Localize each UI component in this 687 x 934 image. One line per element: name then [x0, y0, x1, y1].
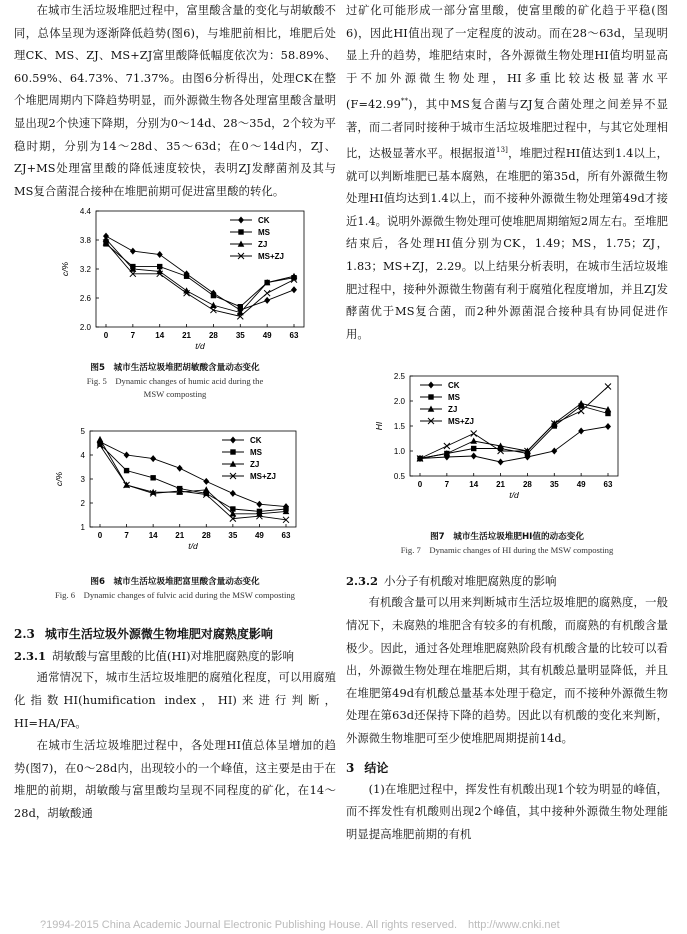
paragraph-hi-definition: 通常情况下，城市生活垃圾堆肥的腐殖化程度，可以用腐殖化指数HI(humification index，HI)来进行判断，HI=HA/FA。: [14, 671, 336, 730]
chart-hi-point-ms-zj: [471, 431, 477, 437]
chart-fulvic-point-ck: [177, 465, 183, 472]
section-title: 城市生活垃圾外源微生物堆肥对腐熟度影响: [44, 627, 273, 642]
chart-fulvic-legend-label-zj: ZJ: [250, 460, 260, 470]
chart-fulvic-x-tick-label: 28: [201, 531, 211, 541]
chart-fulvic-legend-marker-ms: [230, 450, 235, 455]
chart-hi-legend-label-ms-zj: MS+ZJ: [448, 417, 475, 427]
chart-humic-y-tick-label: 2.6: [79, 294, 91, 304]
figure-6-caption-zh: 图6 城市生活垃圾堆肥富里酸含量动态变化: [90, 577, 260, 588]
chart-fulvic-y-axis-label: c/%: [54, 472, 64, 487]
section-number: 3: [346, 760, 355, 775]
chart-hi-y-tick-label: 1.0: [393, 447, 405, 457]
text-run: 过矿化可能形成一部分富里酸，使富里酸的矿化趋于平稳(图6)，因此HI值出现了一定程度的波动。而在28～63d，呈现明显上升的趋势，堆肥结束时，各外源微生物处理HI值均明显高于不加外源微生物处理，HI多重比较达极显著水平(F=42.99: [346, 4, 668, 112]
chart-humic-point-ms: [211, 293, 216, 298]
figure-7-caption-zh: 图7 城市生活垃圾堆肥HI值的动态变化: [430, 532, 584, 543]
chart-hi-point-ms: [471, 446, 476, 451]
chart-fulvic-point-zj: [203, 487, 210, 493]
chart-humic-point-ck: [157, 251, 163, 258]
chart-humic-legend-marker-ms: [238, 230, 243, 235]
chart-hi-legend-label-ms: MS: [448, 393, 460, 403]
chart-humic-plot-frame: [96, 211, 304, 327]
subsection-title: 小分子有机酸对堆肥腐熟度的影响: [384, 574, 557, 589]
chart-humic-x-tick-label: 14: [155, 331, 165, 341]
chart-fulvic-y-tick-label: 5: [80, 427, 85, 437]
chart-hi-x-axis-label: t/d: [509, 490, 519, 501]
left-column: [14, 0, 336, 826]
chart-fulvic-point-ms: [124, 468, 129, 473]
chart-hi-point-ck: [471, 453, 477, 460]
chart-humic-x-tick-label: 7: [130, 331, 136, 341]
chart-fulvic-x-tick-label: 7: [124, 531, 129, 541]
chart-humic-x-axis-label: t/d: [195, 341, 205, 352]
chart-fulvic-x-tick-label: 0: [97, 531, 103, 541]
chart-humic-x-tick-label: 49: [262, 331, 272, 341]
text-run: )，其中MS复合菌与ZJ复合菌处理之间差异不显著，而二者同时接种于城市生活垃圾堆肥过程中，与其它处理相比，达极显著水平。根据报道: [346, 98, 668, 161]
footer-watermark: ?1994-2015 China Academic Journal Electronic Publishing House. All rights reserved. http://www.cnki.net: [40, 919, 560, 931]
chart-fulvic-point-zj: [97, 436, 104, 442]
chart-humic-point-ms: [238, 304, 243, 309]
chart-humic-x-tick-label: 0: [103, 331, 109, 341]
chart-humic-y-tick-label: 3.8: [79, 236, 91, 246]
chart-hi-point-zj: [470, 438, 477, 444]
subsection-number: 2.3.1: [14, 649, 47, 664]
chart-hi-x-tick-label: 7: [444, 480, 450, 490]
chart-fulvic-legend-label-ms-zj: MS+ZJ: [250, 472, 277, 482]
subsection-number: 2.3.2: [346, 574, 379, 589]
chart-fulvic-point-ck: [230, 490, 236, 497]
paragraph-hi-trend: 在城市生活垃圾堆肥过程中，各处理HI值总体呈增加的趋势(图7)，在0～28d内，出现较小的一个峰值，这主要是由于在堆肥的前期，胡敏酸与富里酸均呈现不同程度的矿化，在14～28d，胡敏酸通: [14, 739, 336, 820]
chart-fulvic-legend-marker-ck: [230, 437, 236, 444]
chart-hi-point-ck: [498, 459, 504, 466]
chart-hi-x-tick-label: 63: [603, 480, 613, 490]
chart-fulvic-point-ck: [203, 478, 209, 485]
figure-6: [14, 421, 336, 615]
chart-humic-y-tick-label: 4.4: [79, 207, 91, 217]
chart-hi-x-tick-label: 21: [496, 480, 506, 490]
chart-humic-x-tick-label: 28: [208, 331, 218, 341]
figure-5: [14, 203, 336, 399]
chart-humic-point-zj: [210, 302, 217, 308]
chart-fulvic-point-ck: [150, 455, 156, 462]
chart-hi-legend-marker-ck: [428, 382, 434, 389]
subsection-heading-2-3-2: [346, 570, 668, 592]
chart-humic-point-ms: [184, 274, 189, 279]
chart-hi-x-tick-label: 49: [576, 480, 586, 490]
chart-fulvic-point-ms: [150, 475, 155, 480]
figure-7-caption-en: Fig. 7 Dynamic changes of HI during the MSW composting: [400, 545, 614, 556]
chart-humic-y-tick-label: 2.0: [79, 323, 91, 333]
chart-fulvic-point-ck: [124, 452, 130, 459]
chart-hi-y-tick-label: 2.5: [393, 372, 405, 382]
chart-fulvic-x-tick-label: 14: [148, 531, 158, 541]
chart-fulvic-y-tick-label: 4: [80, 451, 85, 461]
section-title: 结论: [364, 760, 389, 775]
chart-fulvic-y-tick-label: 3: [80, 475, 85, 485]
chart-humic-legend-label-ck: CK: [258, 216, 270, 226]
section-heading-3: [346, 757, 668, 779]
chart-hi-y-tick-label: 0.5: [393, 472, 405, 482]
paragraph-fulvic-acid: 在城市生活垃圾堆肥过程中，富里酸含量的变化与胡敏酸不同，总体呈现为逐渐降低趋势(图6)，与堆肥前相比，堆肥后处理CK、MS、ZJ、MS+ZJ富里酸降低幅度依次为：58.89%、60.59%、64.73%、71.37%。由图6分析得出，处理CK在整个堆肥周期内下降趋势明显，而外源微生物各处理富里酸含量明显出现2个快速下降期，分别为0～14d、28～35d，2个较为平稳时期，分别为14～28d、35～63d；在0～14d内，ZJ、ZJ+MS处理富里酸的降低速度较快，表明ZJ发酵菌剂及其与MS复合菌混合接种在堆肥前期可促进富里酸的转化。: [14, 4, 336, 198]
figure-7: [346, 368, 668, 568]
chart-fulvic-x-tick-label: 21: [175, 531, 185, 541]
chart-hi-point-ms-zj: [444, 443, 450, 449]
chart-hi-point-ck: [605, 423, 611, 430]
section-heading-2-3: [14, 623, 336, 645]
right-column: [346, 0, 668, 846]
chart-hi-y-axis-label: HI: [374, 422, 384, 431]
significance-mark: **: [400, 97, 409, 106]
chart-hi-point-ck: [551, 448, 557, 455]
chart-fulvic-x-tick-label: 49: [254, 531, 264, 541]
chart-humic-acid: [14, 203, 336, 363]
chart-hi-y-tick-label: 2.0: [393, 397, 405, 407]
chart-humic-point-ck: [291, 287, 297, 294]
chart-hi-plot-frame: [410, 376, 618, 476]
figure-5-caption-en: Fig. 5 Dynamic changes of humic acid during the MSW composting: [86, 376, 264, 400]
paragraph-hi-analysis: [346, 0, 668, 346]
chart-humic-legend-marker-ck: [238, 217, 244, 224]
chart-humic-x-tick-label: 35: [235, 331, 245, 341]
chart-humic-point-ck: [264, 297, 270, 304]
chart-humic-legend-label-zj: ZJ: [258, 240, 268, 250]
chart-humic-y-axis-label: c/%: [60, 262, 70, 277]
chart-hi-point-zj: [578, 400, 585, 406]
section-number: 2.3: [14, 627, 35, 642]
chart-hi-value: [346, 368, 668, 518]
chart-hi-legend-label-zj: ZJ: [448, 405, 458, 415]
chart-fulvic-acid: [14, 421, 336, 569]
chart-fulvic-x-tick-label: 35: [228, 531, 238, 541]
chart-fulvic-x-axis-label: t/d: [188, 541, 198, 552]
chart-humic-point-ck: [130, 248, 136, 255]
chart-hi-point-ms-zj: [605, 384, 611, 390]
paragraph-organic-acid: 有机酸含量可以用来判断城市生活垃圾堆肥的腐熟度，一般情况下，未腐熟的堆肥含有较多的有机酸，而腐熟的有机酸含量极少。因此，通过各处理堆肥腐熟阶段有机酸含量的比较可以看出，外源微生物处理在堆肥后期，其有机酸总量明显降低，并且在堆肥第49d有机酸总量基本处理于稳定，而不接种外源微生物处理在第63d还保持下降的趋势。因此以有机酸的变化来判断，外源微生物堆肥可至少使堆肥周期提前14d。: [346, 596, 668, 745]
citation-ref: 13]: [496, 146, 508, 155]
subsection-title: 胡敏酸与富里酸的比值(HI)对堆肥腐熟度的影响: [52, 649, 295, 664]
chart-humic-y-tick-label: 3.2: [79, 265, 91, 275]
figure-6-caption-en: Fig. 6 Dynamic changes of fulvic acid during the MSW composting: [55, 590, 295, 601]
chart-hi-x-tick-label: 0: [417, 480, 423, 490]
chart-hi-legend-label-ck: CK: [448, 381, 460, 391]
chart-humic-legend-label-ms-zj: MS+ZJ: [258, 252, 285, 262]
text-run: ，堆肥过程HI值达到1.4以上，就可以判断堆肥已基本腐熟，在堆肥的第35d，所有外源微生物处理HI值均达到1.4以上，而不接种外源微生物处理第49d才接近1.4。说明外源微生物处理可使堆肥周期缩短2周左右。至堆肥结束后，各处理HI值分别为CK，1.49；MS，1.75；ZJ，1.83；MS+ZJ，2.29。以上结果分析表明，在城市生活垃圾堆肥过程中，接种外源微生物菌有利于腐殖化程度增加，并且ZJ发酵菌优于MS复合菌，而2种外源菌混合接种具有协同促进作用。: [346, 147, 668, 341]
figure-5-caption-zh: 图5 城市生活垃圾堆肥胡敏酸含量动态变化: [90, 363, 260, 374]
chart-fulvic-y-tick-label: 2: [80, 499, 85, 509]
subsection-heading-2-3-1: [14, 645, 336, 667]
chart-hi-legend-marker-ms: [428, 395, 433, 400]
chart-hi-point-ms-zj: [578, 408, 584, 414]
chart-hi-y-tick-label: 1.5: [393, 422, 405, 432]
chart-hi-point-ck: [578, 428, 584, 435]
chart-fulvic-y-tick-label: 1: [80, 523, 85, 533]
chart-fulvic-legend-label-ck: CK: [250, 436, 262, 446]
chart-hi-x-tick-label: 14: [469, 480, 479, 490]
chart-humic-point-ms-zj: [264, 291, 270, 297]
chart-humic-x-tick-label: 21: [182, 331, 192, 341]
chart-fulvic-x-tick-label: 63: [281, 531, 291, 541]
paragraph-conclusion-1: (1)在堆肥过程中，挥发性有机酸出现1个较为明显的峰值，而不挥发性有机酸则出现2个峰值，其中接种外源微生物处理能明显提高堆肥前期的有机: [346, 782, 668, 841]
chart-humic-point-ms-zj: [210, 307, 216, 313]
chart-hi-x-tick-label: 28: [522, 480, 532, 490]
chart-fulvic-point-ck: [256, 501, 262, 508]
chart-fulvic-legend-label-ms: MS: [250, 448, 262, 458]
chart-hi-x-tick-label: 35: [549, 480, 559, 490]
chart-humic-x-tick-label: 63: [289, 331, 299, 341]
chart-humic-legend-label-ms: MS: [258, 228, 270, 238]
